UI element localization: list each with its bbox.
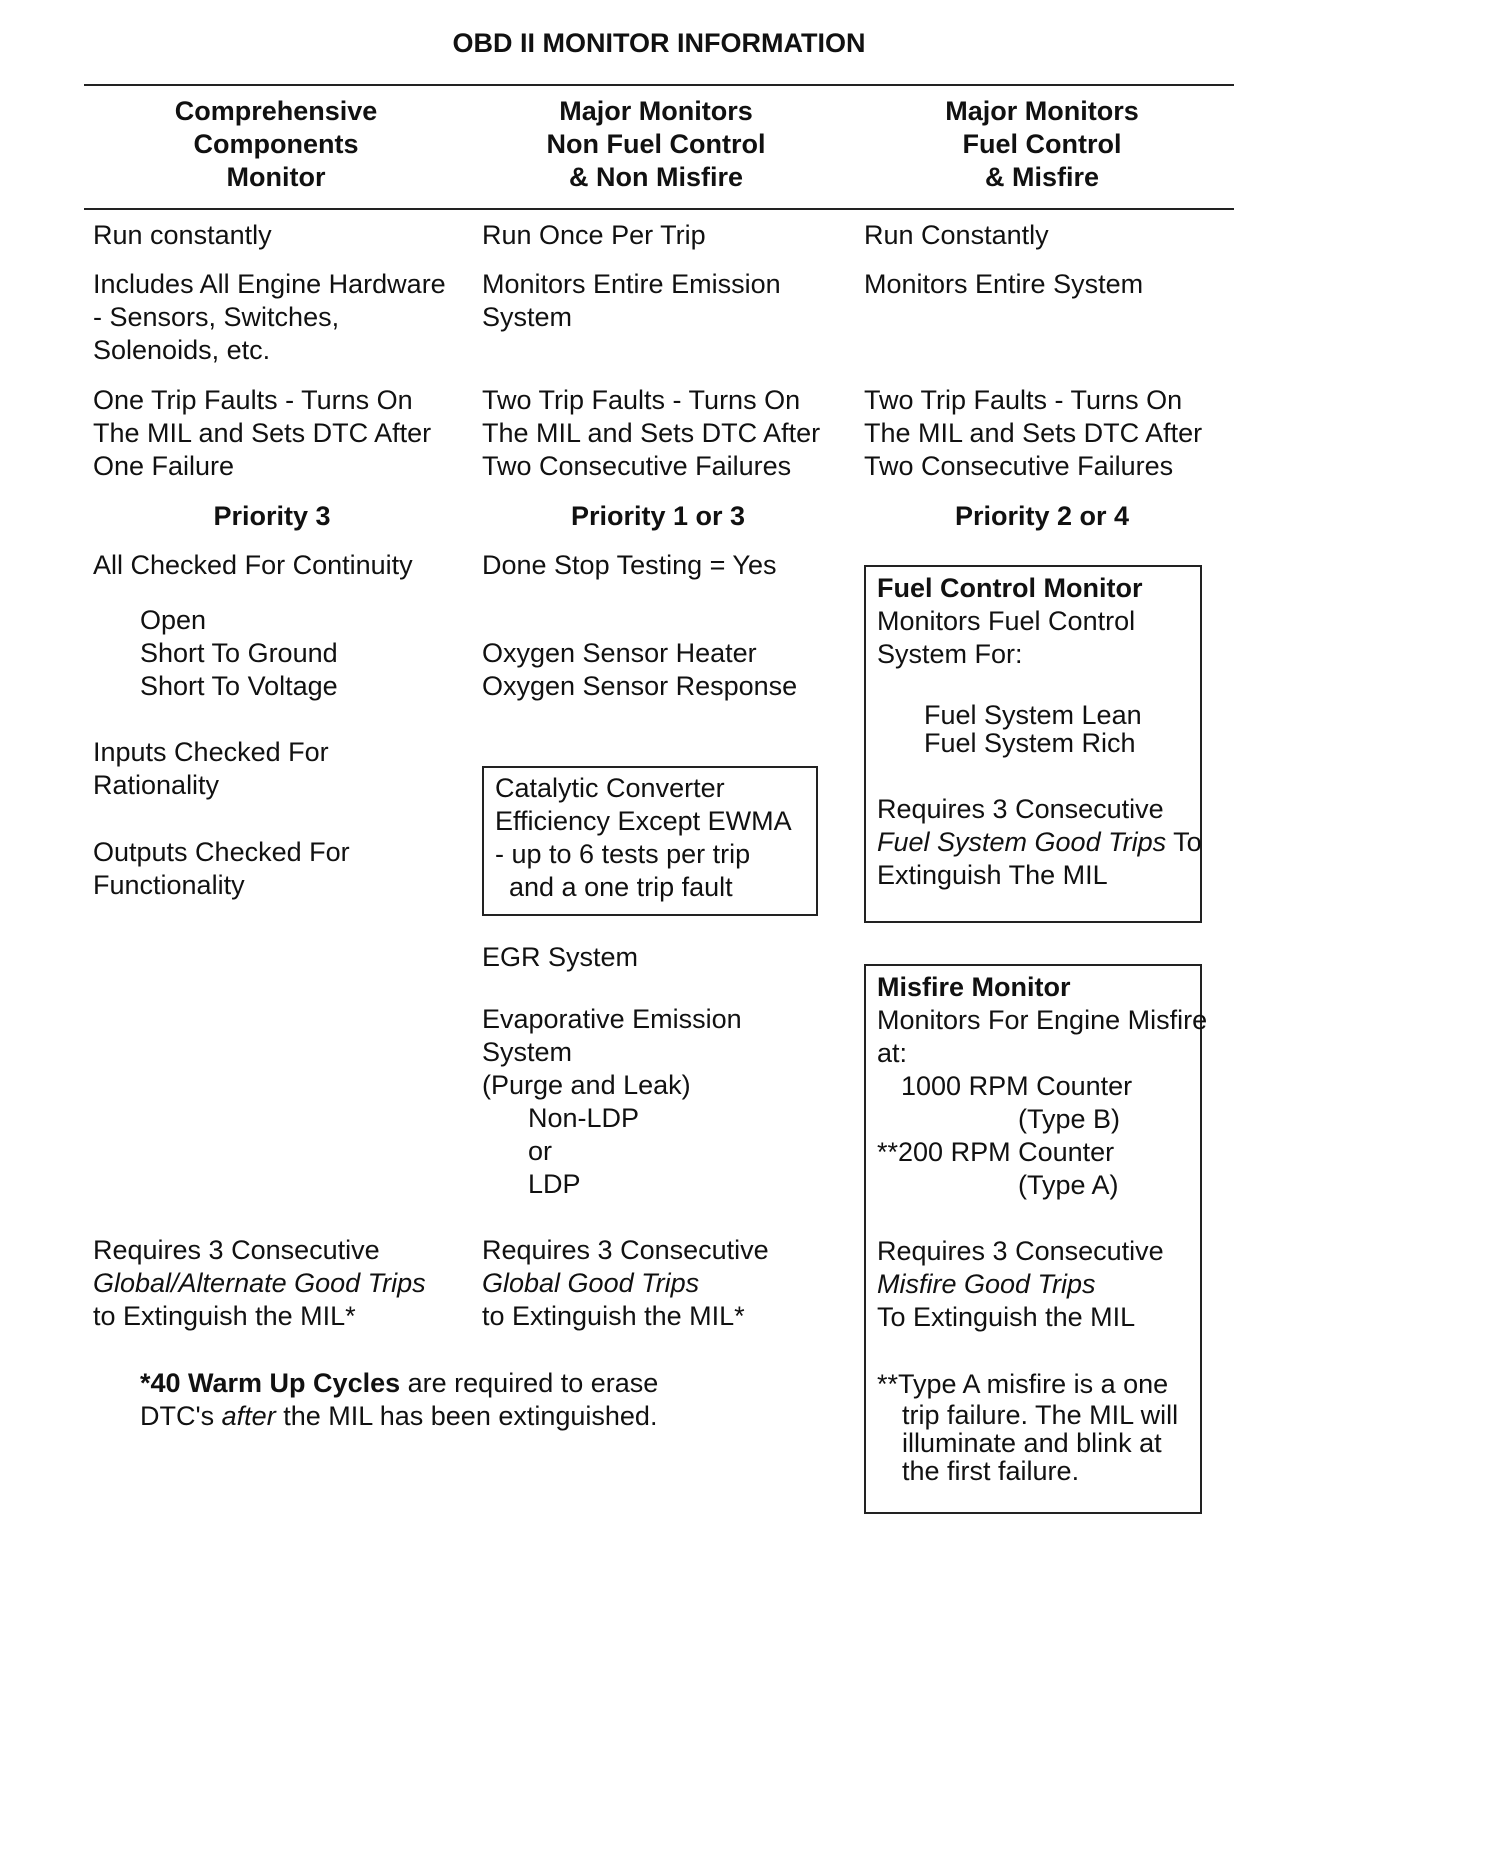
header-line: & Non Misfire bbox=[568, 162, 743, 192]
condition-item: Short To Voltage bbox=[140, 671, 338, 701]
run-text: Run constantly bbox=[93, 220, 272, 250]
header-line: & Misfire bbox=[984, 162, 1100, 192]
fuel-requires: Requires 3 Consecutive bbox=[877, 794, 1164, 824]
top-rule bbox=[84, 84, 1234, 86]
footnote-italic: after bbox=[221, 1401, 276, 1431]
faults-text: One Failure bbox=[93, 451, 235, 481]
faults-text: Two Trip Faults - Turns On bbox=[864, 385, 1183, 415]
misfire-type: (Type A) bbox=[1018, 1170, 1119, 1200]
run-text: Run Once Per Trip bbox=[482, 220, 706, 250]
header-line: Non Fuel Control bbox=[546, 129, 766, 159]
monitors-text: System bbox=[482, 302, 573, 332]
misfire-note: illuminate and blink at bbox=[902, 1428, 1162, 1458]
fuel-box-title: Fuel Control Monitor bbox=[877, 573, 1143, 603]
evap-text: (Purge and Leak) bbox=[482, 1070, 691, 1100]
header-rule bbox=[84, 208, 1234, 210]
footnote-text: DTC's bbox=[140, 1401, 222, 1431]
outputs-text: Functionality bbox=[93, 870, 245, 900]
misfire-box-line: Monitors For Engine Misfire bbox=[877, 1005, 1208, 1035]
faults-text: The MIL and Sets DTC After bbox=[482, 418, 821, 448]
priority-label: Priority 2 or 4 bbox=[954, 501, 1130, 531]
monitors-text: Monitors Entire System bbox=[864, 269, 1144, 299]
fuel-requires: Extinguish The MIL bbox=[877, 860, 1108, 890]
header-line: Monitor bbox=[226, 162, 326, 192]
catalytic-line: - up to 6 tests per trip bbox=[495, 839, 751, 869]
evap-text: System bbox=[482, 1037, 573, 1067]
outputs-text: Outputs Checked For bbox=[93, 837, 350, 867]
faults-text: One Trip Faults - Turns On bbox=[93, 385, 413, 415]
catalytic-line: and a one trip fault bbox=[509, 872, 733, 902]
header-line: Components bbox=[193, 129, 359, 159]
misfire-box-line: at: bbox=[877, 1038, 908, 1068]
includes-text: Solenoids, etc. bbox=[93, 335, 271, 365]
misfire-box-title: Misfire Monitor bbox=[877, 972, 1071, 1002]
header-line: Comprehensive bbox=[174, 96, 378, 126]
oxygen-item: Oxygen Sensor Response bbox=[482, 671, 798, 701]
requires-text: to Extinguish the MIL* bbox=[482, 1301, 745, 1331]
page-title: OBD II MONITOR INFORMATION bbox=[452, 28, 866, 58]
misfire-note: **Type A misfire is a one bbox=[877, 1369, 1169, 1399]
run-text: Run Constantly bbox=[864, 220, 1049, 250]
footnote-text: the MIL has been extinguished. bbox=[275, 1401, 658, 1431]
fuel-good-trips: Fuel System Good Trips bbox=[877, 827, 1167, 857]
misfire-requires: Requires 3 Consecutive bbox=[877, 1236, 1164, 1266]
requires-text: Requires 3 Consecutive bbox=[93, 1235, 380, 1265]
includes-text: - Sensors, Switches, bbox=[93, 302, 340, 332]
fuel-control-monitor-box bbox=[864, 565, 1202, 923]
inputs-text: Inputs Checked For bbox=[93, 737, 329, 767]
faults-text: Two Trip Faults - Turns On bbox=[482, 385, 801, 415]
requires-text: to Extinguish the MIL* bbox=[93, 1301, 356, 1331]
evap-text: Evaporative Emission bbox=[482, 1004, 742, 1034]
faults-text: The MIL and Sets DTC After bbox=[93, 418, 432, 448]
fuel-requires-tail: To bbox=[1166, 827, 1202, 857]
oxygen-item: Oxygen Sensor Heater bbox=[482, 638, 757, 668]
fuel-box-line: Monitors Fuel Control bbox=[877, 606, 1136, 636]
misfire-counter: 1000 RPM Counter bbox=[901, 1071, 1133, 1101]
header-line: Fuel Control bbox=[962, 129, 1122, 159]
condition-item: Open bbox=[140, 605, 207, 635]
header-line: Major Monitors bbox=[559, 96, 753, 126]
faults-text: Two Consecutive Failures bbox=[864, 451, 1174, 481]
misfire-counter: **200 RPM Counter bbox=[877, 1137, 1115, 1167]
priority-label: Priority 3 bbox=[213, 501, 331, 531]
evap-type: or bbox=[528, 1136, 553, 1166]
evap-type: LDP bbox=[528, 1169, 581, 1199]
fuel-condition: Fuel System Lean bbox=[924, 700, 1142, 730]
egr-text: EGR System bbox=[482, 942, 639, 972]
misfire-monitor-box bbox=[864, 964, 1208, 1514]
faults-text: The MIL and Sets DTC After bbox=[864, 418, 1203, 448]
misfire-type: (Type B) bbox=[1018, 1104, 1121, 1134]
misfire-note: trip failure. The MIL will bbox=[902, 1400, 1179, 1430]
inputs-text: Rationality bbox=[93, 770, 220, 800]
footnote-text: are required to erase bbox=[400, 1368, 659, 1398]
misfire-requires: To Extinguish the MIL bbox=[877, 1302, 1136, 1332]
continuity-text: All Checked For Continuity bbox=[93, 550, 413, 580]
catalytic-converter-box bbox=[482, 766, 818, 916]
faults-text: Two Consecutive Failures bbox=[482, 451, 792, 481]
fuel-box-line: System For: bbox=[877, 639, 1023, 669]
monitors-text: Monitors Entire Emission bbox=[482, 269, 781, 299]
done-testing-text: Done Stop Testing = Yes bbox=[482, 550, 777, 580]
includes-text: Includes All Engine Hardware bbox=[93, 269, 446, 299]
requires-text: Global Good Trips bbox=[482, 1268, 700, 1298]
requires-text: Requires 3 Consecutive bbox=[482, 1235, 769, 1265]
misfire-note: the first failure. bbox=[902, 1456, 1080, 1486]
footnote-line bbox=[140, 1397, 657, 1436]
header-line: Major Monitors bbox=[945, 96, 1139, 126]
evap-type: Non-LDP bbox=[528, 1103, 640, 1133]
catalytic-line: Catalytic Converter bbox=[495, 773, 725, 803]
fuel-condition: Fuel System Rich bbox=[924, 728, 1136, 758]
condition-item: Short To Ground bbox=[140, 638, 338, 668]
requires-text: Global/Alternate Good Trips bbox=[93, 1268, 426, 1298]
catalytic-line: Efficiency Except EWMA bbox=[495, 806, 792, 836]
misfire-requires: Misfire Good Trips bbox=[877, 1269, 1096, 1299]
priority-label: Priority 1 or 3 bbox=[570, 501, 746, 531]
footnote-bold: *40 Warm Up Cycles bbox=[140, 1368, 401, 1398]
